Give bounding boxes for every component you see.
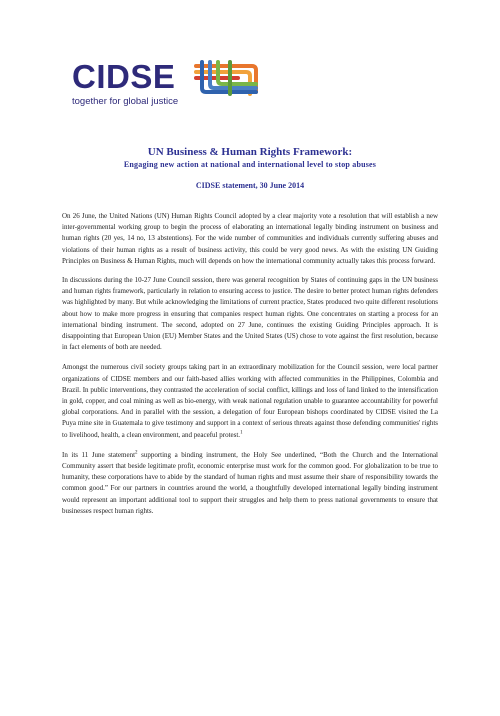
paragraph-4-lead: In its 11 June statement — [62, 450, 136, 459]
cidse-logo — [72, 60, 262, 108]
paragraph-1: On 26 June, the United Nations (UN) Human Rights Council adopted by a clear majority vote a resolution that will establish a new inter-governmental working group to begin the process of elaborating an international legally binding instrument on business and human rights (20 yes, 14 no, 13 abstentions). For the wide number of communities and individuals currently suffering abuses and violations of their human rights as a result of business activity, this could be very good news. As with the existing UN Guiding Principles on Business & Human Rights, much will depends on how the international community actually takes this process forward. — [62, 212, 438, 265]
woven-knot-icon — [190, 58, 262, 98]
footnote-marker-1: 1 — [240, 430, 243, 436]
paragraph-4 — [62, 450, 438, 517]
logo-wordmark: CIDSE — [72, 58, 176, 95]
footnote-marker-2: 2 — [135, 450, 138, 456]
paragraph-3 — [62, 362, 438, 440]
statement-date: CIDSE statement, 30 June 2014 — [195, 181, 305, 190]
document-subtitle: Engaging new action at national and international level to stop abuses — [123, 160, 377, 169]
paragraph-4-text: supporting a binding instrument, the Holy See underlined, “Both the Church and the International Community assert that beside legitimate profit, economic enterprise must work for the common good. For globalization to be true to humanity, these corporations have to abide by the standard of human rights and must assume their share of responsibility towards the common good.” For our partners in countries around the world, a thoughtfully developed international legally binding instrument would represent an important additional tool to support their struggles and help them to press national governments to ensure that businesses respect human rights. — [62, 450, 439, 515]
paragraph-2: In discussions during the 10-27 June Council session, there was general recognition by States of continuing gaps in the UN business and human rights framework, particularly in relation to ensuring access to justice. The desire to better protect human rights defenders was highlighted by many. But while acknowledging the limitations of current practice, States produced two quite different resolutions about how to make more progress in ensuring that companies respect human rights. One concentrates on starting a process for an international binding instrument. The second, adopted on 27 June, continues the existing Guiding Principles approach. It is disappointing that European Union (EU) Member States and the United States (US) chose to vote against the first resolution, because in fact elements of both are needed. — [62, 276, 438, 352]
paragraph-3-text: Amongst the numerous civil society groups taking part in an extraordinary mobilization for the Council session, were local partner organizations of CIDSE members and our faith-based allies working with affected communities in the Philippines, Colombia and Brazil. In public interventions, they contrasted the acceleration of social conflict, killings and loss of land linked to the intensification in gold, copper, and coal mining as well as bio-energy, with weak national regulation unable to guarantee accountability for powerful global corporations. And in parallel with the session, a delegation of four European bishops coordinated by CIDSE visited the La Puya mine site in Guatemala to give testimony and support in a context of serious threats against those defending communities' rights to livelihood, health, a clean environment, and peaceful protest. — [62, 363, 438, 439]
document-title: UN Business & Human Rights Framework: — [147, 146, 353, 158]
logo-tagline: together for global justice — [72, 96, 179, 107]
document-body — [62, 211, 438, 526]
